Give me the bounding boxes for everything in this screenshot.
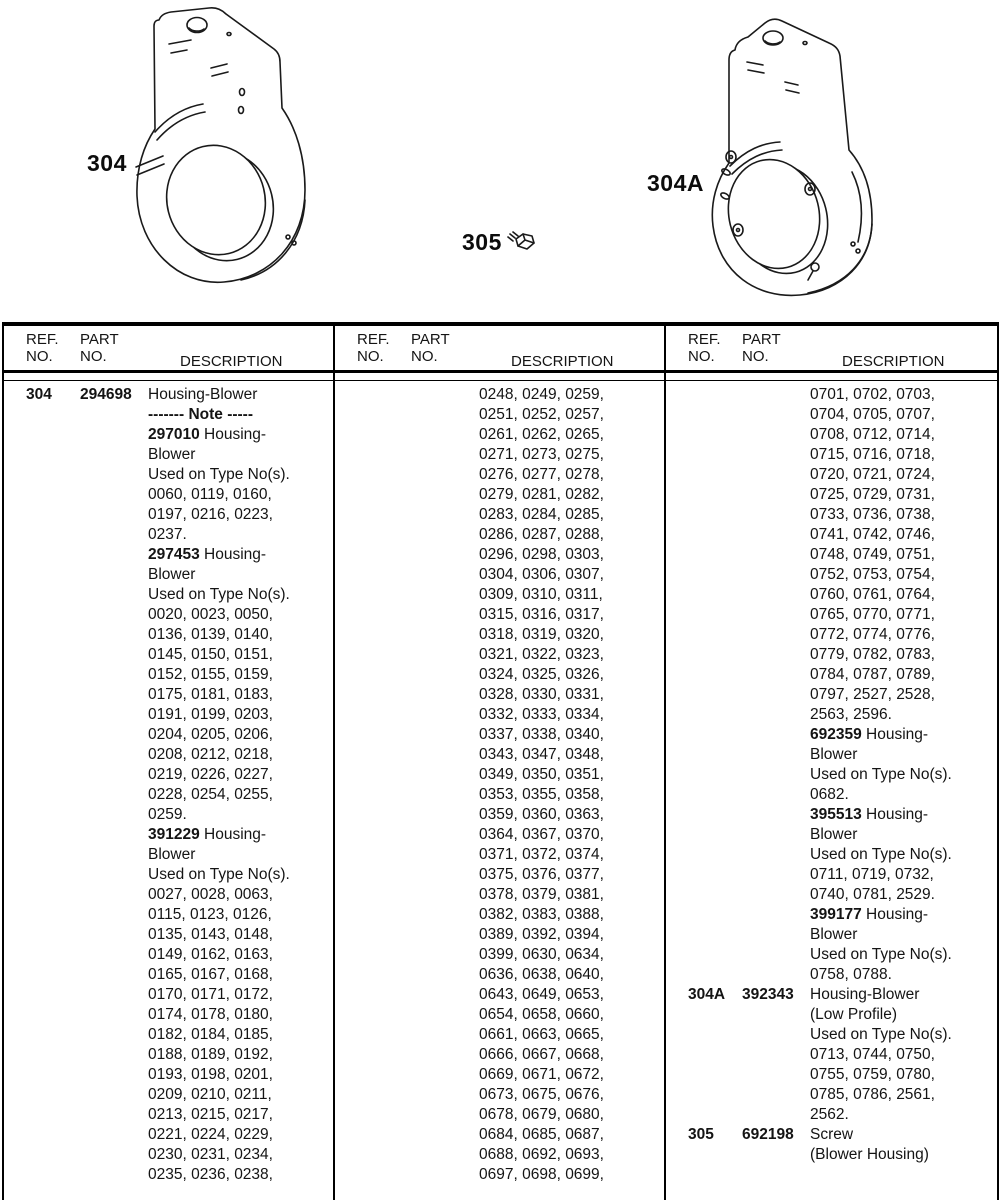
description-line: 0785, 0786, 2561, xyxy=(810,1086,935,1103)
description-line: 0758, 0788. xyxy=(810,966,892,983)
description-line: 0654, 0658, 0660, xyxy=(479,1006,604,1023)
ref-no-value: 304 xyxy=(26,386,52,403)
description-line: 0697, 0698, 0699, xyxy=(479,1166,604,1183)
parts-table-body xyxy=(4,373,997,1200)
description-cell xyxy=(810,985,995,1125)
description-line: 0797, 2527, 2528, xyxy=(810,686,935,703)
parts-entry xyxy=(26,385,331,1185)
description-line: 391229 Housing- xyxy=(148,826,267,843)
part-no-header: PART xyxy=(742,331,781,348)
description-line: 0704, 0705, 0707, xyxy=(810,406,935,423)
description-cell xyxy=(148,385,331,1185)
ref-no-header: REF. xyxy=(357,331,390,348)
description-line: 0389, 0392, 0394, xyxy=(479,926,604,943)
description-line: 0309, 0310, 0311, xyxy=(479,586,603,603)
description-line: (Blower Housing) xyxy=(810,1146,929,1163)
description-line: Blower xyxy=(148,566,196,583)
description-line: 0332, 0333, 0334, xyxy=(479,706,604,723)
description-line: Blower xyxy=(148,446,196,463)
description-line: 0230, 0231, 0234, xyxy=(148,1146,273,1163)
description-line: Blower xyxy=(810,926,858,943)
ref-no-value: 304A xyxy=(688,986,726,1003)
description-line: Used on Type No(s). xyxy=(810,946,952,963)
description-line: 0678, 0679, 0680, xyxy=(479,1106,604,1123)
description-line: 0228, 0254, 0255, xyxy=(148,786,273,803)
description-line: Used on Type No(s). xyxy=(148,586,290,603)
description-line: 0375, 0376, 0377, xyxy=(479,866,604,883)
table-column-3 xyxy=(666,373,997,1200)
description-line: 0748, 0749, 0751, xyxy=(810,546,935,563)
figure-label-304: 304 xyxy=(87,150,127,176)
description-line: 0337, 0338, 0340, xyxy=(479,726,604,743)
ref-no-value xyxy=(357,385,411,1185)
description-line: 0371, 0372, 0374, xyxy=(479,846,604,863)
description-line: 0115, 0123, 0126, xyxy=(148,906,272,923)
description-line: 297453 Housing- xyxy=(148,546,267,563)
description-line: 0304, 0306, 0307, xyxy=(479,566,604,583)
part-no-header-line2: NO. xyxy=(742,348,769,365)
ref-no-header-line2: NO. xyxy=(26,348,53,365)
description-header: DESCRIPTION xyxy=(842,353,945,370)
description-line: 0324, 0325, 0326, xyxy=(479,666,604,683)
description-line: 0715, 0716, 0718, xyxy=(810,446,935,463)
description-line: 0170, 0171, 0172, xyxy=(148,986,273,1003)
ref-no-header: REF. xyxy=(26,331,59,348)
header-col-1 xyxy=(4,326,335,370)
description-line: 0661, 0663, 0665, xyxy=(479,1026,604,1043)
description-line: 0188, 0189, 0192, xyxy=(148,1046,273,1063)
header-col-3 xyxy=(666,326,997,370)
description-line: 0666, 0667, 0668, xyxy=(479,1046,604,1063)
description-line: 0235, 0236, 0238, xyxy=(148,1166,273,1183)
parts-entry xyxy=(688,1125,995,1165)
description-line: 0772, 0774, 0776, xyxy=(810,626,935,643)
description-line: 0145, 0150, 0151, xyxy=(148,646,273,663)
part-no-value xyxy=(411,385,479,1185)
description-line: 0191, 0199, 0203, xyxy=(148,706,273,723)
description-line: 0152, 0155, 0159, xyxy=(148,666,273,683)
description-line: 0725, 0729, 0731, xyxy=(810,486,935,503)
description-line: 0682. xyxy=(810,786,849,803)
description-line: Screw xyxy=(810,1126,854,1143)
part-no-value: 392343 xyxy=(742,986,794,1003)
description-line: 0276, 0277, 0278, xyxy=(479,466,604,483)
description-line: 0283, 0284, 0285, xyxy=(479,506,604,523)
description-line: 0343, 0347, 0348, xyxy=(479,746,604,763)
description-line: ------- Note ----- xyxy=(148,406,253,423)
description-line: 0286, 0287, 0288, xyxy=(479,526,604,543)
description-line: 0259. xyxy=(148,806,187,823)
parts-table xyxy=(2,322,999,1200)
description-line: 0740, 0781, 2529. xyxy=(810,886,935,903)
description-line: (Low Profile) xyxy=(810,1006,897,1023)
description-line: 399177 Housing- xyxy=(810,906,929,923)
ref-no-header-line2: NO. xyxy=(688,348,715,365)
description-line: 0315, 0316, 0317, xyxy=(479,606,604,623)
description-line: 0784, 0787, 0789, xyxy=(810,666,935,683)
description-cell xyxy=(810,385,995,985)
table-column-1 xyxy=(4,373,335,1200)
description-line: Blower xyxy=(148,846,196,863)
description-line: 0135, 0143, 0148, xyxy=(148,926,273,943)
description-line: Used on Type No(s). xyxy=(810,1026,952,1043)
ref-no-header: REF. xyxy=(688,331,721,348)
description-line: 0669, 0671, 0672, xyxy=(479,1066,604,1083)
description-line: 0204, 0205, 0206, xyxy=(148,726,273,743)
description-line: 0209, 0210, 0211, xyxy=(148,1086,272,1103)
description-line: 0643, 0649, 0653, xyxy=(479,986,604,1003)
description-line: 0020, 0023, 0050, xyxy=(148,606,273,623)
description-line: 0688, 0692, 0693, xyxy=(479,1146,604,1163)
description-line: 0279, 0281, 0282, xyxy=(479,486,604,503)
description-line: 0219, 0226, 0227, xyxy=(148,766,273,783)
description-line: 0752, 0753, 0754, xyxy=(810,566,935,583)
description-line: Housing-Blower xyxy=(148,386,258,403)
description-line: 0378, 0379, 0381, xyxy=(479,886,604,903)
blower-housing-304a-drawing xyxy=(668,10,890,306)
description-line: 0221, 0224, 0229, xyxy=(148,1126,273,1143)
blower-housing-304-drawing xyxy=(125,4,317,294)
description-line: 0248, 0249, 0259, xyxy=(479,386,604,403)
description-line: 0136, 0139, 0140, xyxy=(148,626,273,643)
description-cell xyxy=(479,385,662,1185)
description-line: 0673, 0675, 0676, xyxy=(479,1086,604,1103)
description-line: 395513 Housing- xyxy=(810,806,929,823)
description-header: DESCRIPTION xyxy=(180,353,283,370)
description-line: 0149, 0162, 0163, xyxy=(148,946,273,963)
description-line: 0708, 0712, 0714, xyxy=(810,426,935,443)
part-no-value: 692198 xyxy=(742,1126,794,1143)
part-no-value xyxy=(742,385,810,985)
description-line: 0174, 0178, 0180, xyxy=(148,1006,273,1023)
description-line: 0237. xyxy=(148,526,187,543)
description-line: 0364, 0367, 0370, xyxy=(479,826,604,843)
parts-entry xyxy=(688,385,995,985)
description-line: Housing-Blower xyxy=(810,986,920,1003)
description-line: 0779, 0782, 0783, xyxy=(810,646,935,663)
part-no-header-line2: NO. xyxy=(411,348,438,365)
parts-entry xyxy=(688,985,995,1125)
screw-305-drawing xyxy=(502,226,538,258)
description-line: 0318, 0319, 0320, xyxy=(479,626,604,643)
description-line: 0711, 0719, 0732, xyxy=(810,866,934,883)
description-line: 0197, 0216, 0223, xyxy=(148,506,273,523)
parts-entry xyxy=(357,385,662,1185)
description-line: 0328, 0330, 0331, xyxy=(479,686,604,703)
parts-table-header xyxy=(4,326,997,373)
description-line: 0060, 0119, 0160, xyxy=(148,486,272,503)
description-line: 0165, 0167, 0168, xyxy=(148,966,273,983)
description-line: 0733, 0736, 0738, xyxy=(810,506,935,523)
description-line: 0349, 0350, 0351, xyxy=(479,766,604,783)
table-column-2 xyxy=(335,373,666,1200)
part-no-header-line2: NO. xyxy=(80,348,107,365)
description-line: 0193, 0198, 0201, xyxy=(148,1066,273,1083)
description-line: 0755, 0759, 0780, xyxy=(810,1066,935,1083)
description-line: 0027, 0028, 0063, xyxy=(148,886,273,903)
description-line: 0353, 0355, 0358, xyxy=(479,786,604,803)
description-line: 0760, 0761, 0764, xyxy=(810,586,935,603)
description-line: Used on Type No(s). xyxy=(810,766,952,783)
description-line: 0382, 0383, 0388, xyxy=(479,906,604,923)
figure-label-304a: 304A xyxy=(647,170,704,196)
description-line: Blower xyxy=(810,826,858,843)
description-line: 297010 Housing- xyxy=(148,426,267,443)
description-line: 0720, 0721, 0724, xyxy=(810,466,935,483)
description-line: Used on Type No(s). xyxy=(148,866,290,883)
description-line: 0182, 0184, 0185, xyxy=(148,1026,273,1043)
part-no-value: 294698 xyxy=(80,386,132,403)
description-line: 692359 Housing- xyxy=(810,726,929,743)
description-line: Used on Type No(s). xyxy=(810,846,952,863)
ref-no-value xyxy=(688,385,742,985)
description-line: 0713, 0744, 0750, xyxy=(810,1046,935,1063)
description-line: 0321, 0322, 0323, xyxy=(479,646,604,663)
figure-label-305: 305 xyxy=(462,229,502,255)
description-line: 0359, 0360, 0363, xyxy=(479,806,604,823)
description-line: 0251, 0252, 0257, xyxy=(479,406,604,423)
description-line: 0741, 0742, 0746, xyxy=(810,526,935,543)
description-line: 0399, 0630, 0634, xyxy=(479,946,604,963)
description-cell xyxy=(810,1125,995,1165)
description-line: 2563, 2596. xyxy=(810,706,892,723)
description-line: 0765, 0770, 0771, xyxy=(810,606,935,623)
description-line: 0175, 0181, 0183, xyxy=(148,686,273,703)
description-line: 0296, 0298, 0303, xyxy=(479,546,604,563)
description-line: 0684, 0685, 0687, xyxy=(479,1126,604,1143)
description-line: Blower xyxy=(810,746,858,763)
description-line: 0701, 0702, 0703, xyxy=(810,386,935,403)
description-line: 0261, 0262, 0265, xyxy=(479,426,604,443)
ref-no-value: 305 xyxy=(688,1126,714,1143)
description-header: DESCRIPTION xyxy=(511,353,614,370)
part-no-header: PART xyxy=(80,331,119,348)
description-line: 2562. xyxy=(810,1106,849,1123)
ref-no-header-line2: NO. xyxy=(357,348,384,365)
description-line: 0213, 0215, 0217, xyxy=(148,1106,273,1123)
description-line: 0636, 0638, 0640, xyxy=(479,966,604,983)
description-line: Used on Type No(s). xyxy=(148,466,290,483)
header-col-2 xyxy=(335,326,666,370)
description-line: 0271, 0273, 0275, xyxy=(479,446,604,463)
part-no-header: PART xyxy=(411,331,450,348)
description-line: 0208, 0212, 0218, xyxy=(148,746,273,763)
